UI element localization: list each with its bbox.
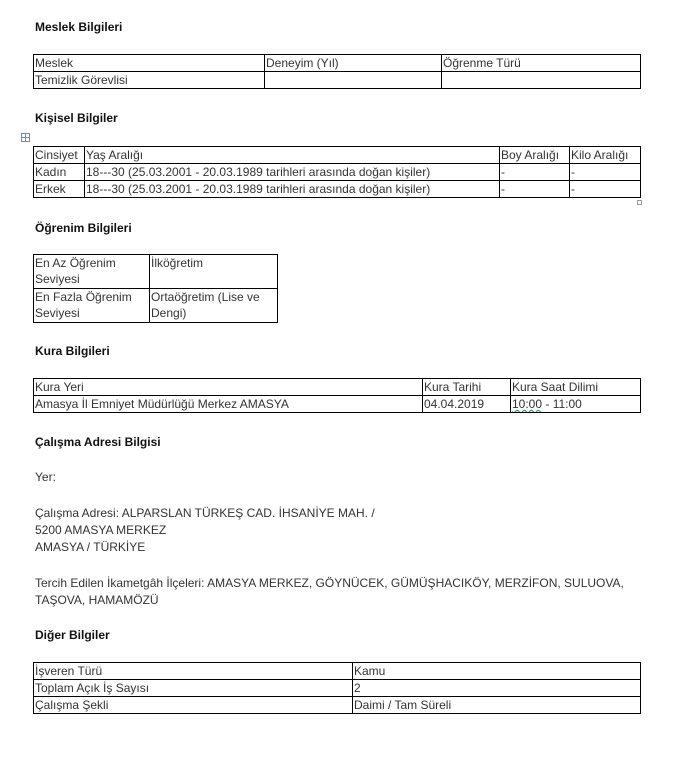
spellcheck-flagged-text[interactable]: 10:00 <box>512 397 543 411</box>
table-header-cell[interactable]: Cinsiyet <box>34 147 85 164</box>
table-row <box>34 697 641 714</box>
table-cell[interactable]: 18---30 (25.03.2001 - 20.03.1989 tarihleri arasında doğan kişiler) <box>85 181 500 198</box>
kura-table <box>33 378 641 413</box>
table-cell[interactable]: Ortaöğretim (Lise ve Dengi) <box>150 289 278 323</box>
table-cell[interactable] <box>442 72 641 89</box>
diger-section-title: Diğer Bilgiler <box>35 628 110 642</box>
table-cell[interactable]: - <box>570 181 641 198</box>
ogrenim-section-title: Öğrenim Bilgileri <box>35 221 132 235</box>
table-header-cell[interactable]: Kilo Aralığı <box>570 147 641 164</box>
meslek-table <box>33 54 641 89</box>
table-cell[interactable] <box>511 396 641 413</box>
adres-section-title: Çalışma Adresi Bilgisi <box>35 435 161 449</box>
table-header-cell[interactable]: Kura Saat Dilimi <box>511 379 641 396</box>
table-cell[interactable]: Amasya İl Emniyet Müdürlüğü Merkez AMASYA <box>34 396 423 413</box>
address-line-2: 5200 AMASYA MERKEZ <box>35 523 167 537</box>
kura-section-title: Kura Bilgileri <box>35 344 110 358</box>
table-row <box>34 72 641 89</box>
table-cell[interactable]: En Fazla Öğrenim Seviyesi <box>34 289 150 323</box>
kisisel-table <box>33 146 641 198</box>
yer-label: Yer: <box>35 470 56 484</box>
table-row <box>34 396 641 413</box>
table-cell[interactable]: - <box>500 181 570 198</box>
table-cell[interactable]: İşveren Türü <box>34 663 353 680</box>
time-end-text: - 11:00 <box>542 397 582 411</box>
table-header-cell[interactable]: Deneyim (Yıl) <box>265 55 442 72</box>
table-row <box>34 680 641 697</box>
table-cell[interactable]: Çalışma Şekli <box>34 697 353 714</box>
table-row <box>34 147 641 164</box>
table-row <box>34 255 278 289</box>
table-cell[interactable]: - <box>500 164 570 181</box>
table-row <box>34 663 641 680</box>
meslek-section-title: Meslek Bilgileri <box>35 20 123 34</box>
table-cell[interactable] <box>265 72 442 89</box>
tercih-line-2: TAŞOVA, HAMAMÖZÜ <box>35 593 159 607</box>
tercih-line-1: Tercih Edilen İkametgâh İlçeleri: AMASYA MERKEZ, GÖYNÜCEK, GÜMÜŞHACIKÖY, MERZİFON, SULUOVA, <box>35 576 624 590</box>
table-resize-handle[interactable] <box>637 200 642 205</box>
table-header-cell[interactable]: Öğrenme Türü <box>442 55 641 72</box>
table-row <box>34 379 641 396</box>
table-cell[interactable]: Daimi / Tam Süreli <box>353 697 641 714</box>
table-row <box>34 181 641 198</box>
table-row <box>34 55 641 72</box>
table-cell[interactable]: İlköğretim <box>150 255 278 289</box>
address-line-3: AMASYA / TÜRKİYE <box>35 540 146 554</box>
table-header-cell[interactable]: Kura Tarihi <box>423 379 511 396</box>
kisisel-section-title: Kişisel Bilgiler <box>35 111 118 125</box>
table-header-cell[interactable]: Meslek <box>34 55 265 72</box>
table-cell[interactable]: 04.04.2019 <box>423 396 511 413</box>
table-cell[interactable]: En Az Öğrenim Seviyesi <box>34 255 150 289</box>
table-row <box>34 164 641 181</box>
table-cell[interactable]: 18---30 (25.03.2001 - 20.03.1989 tarihleri arasında doğan kişiler) <box>85 164 500 181</box>
table-cell[interactable]: - <box>570 164 641 181</box>
table-cell[interactable]: 2 <box>353 680 641 697</box>
address-line-1: Çalışma Adresi: ALPARSLAN TÜRKEŞ CAD. İHSANİYE MAH. / <box>35 506 375 520</box>
table-cell[interactable]: Erkek <box>34 181 85 198</box>
table-move-handle-icon[interactable] <box>21 133 30 142</box>
table-header-cell[interactable]: Yaş Aralığı <box>85 147 500 164</box>
table-cell[interactable]: Toplam Açık İş Sayısı <box>34 680 353 697</box>
table-header-cell[interactable]: Kura Yeri <box>34 379 423 396</box>
table-cell[interactable]: Kadın <box>34 164 85 181</box>
table-header-cell[interactable]: Boy Aralığı <box>500 147 570 164</box>
table-cell[interactable]: Kamu <box>353 663 641 680</box>
diger-table <box>33 662 641 714</box>
table-cell[interactable]: Temizlik Görevlisi <box>34 72 265 89</box>
table-row <box>34 289 278 323</box>
ogrenim-table <box>33 254 278 323</box>
